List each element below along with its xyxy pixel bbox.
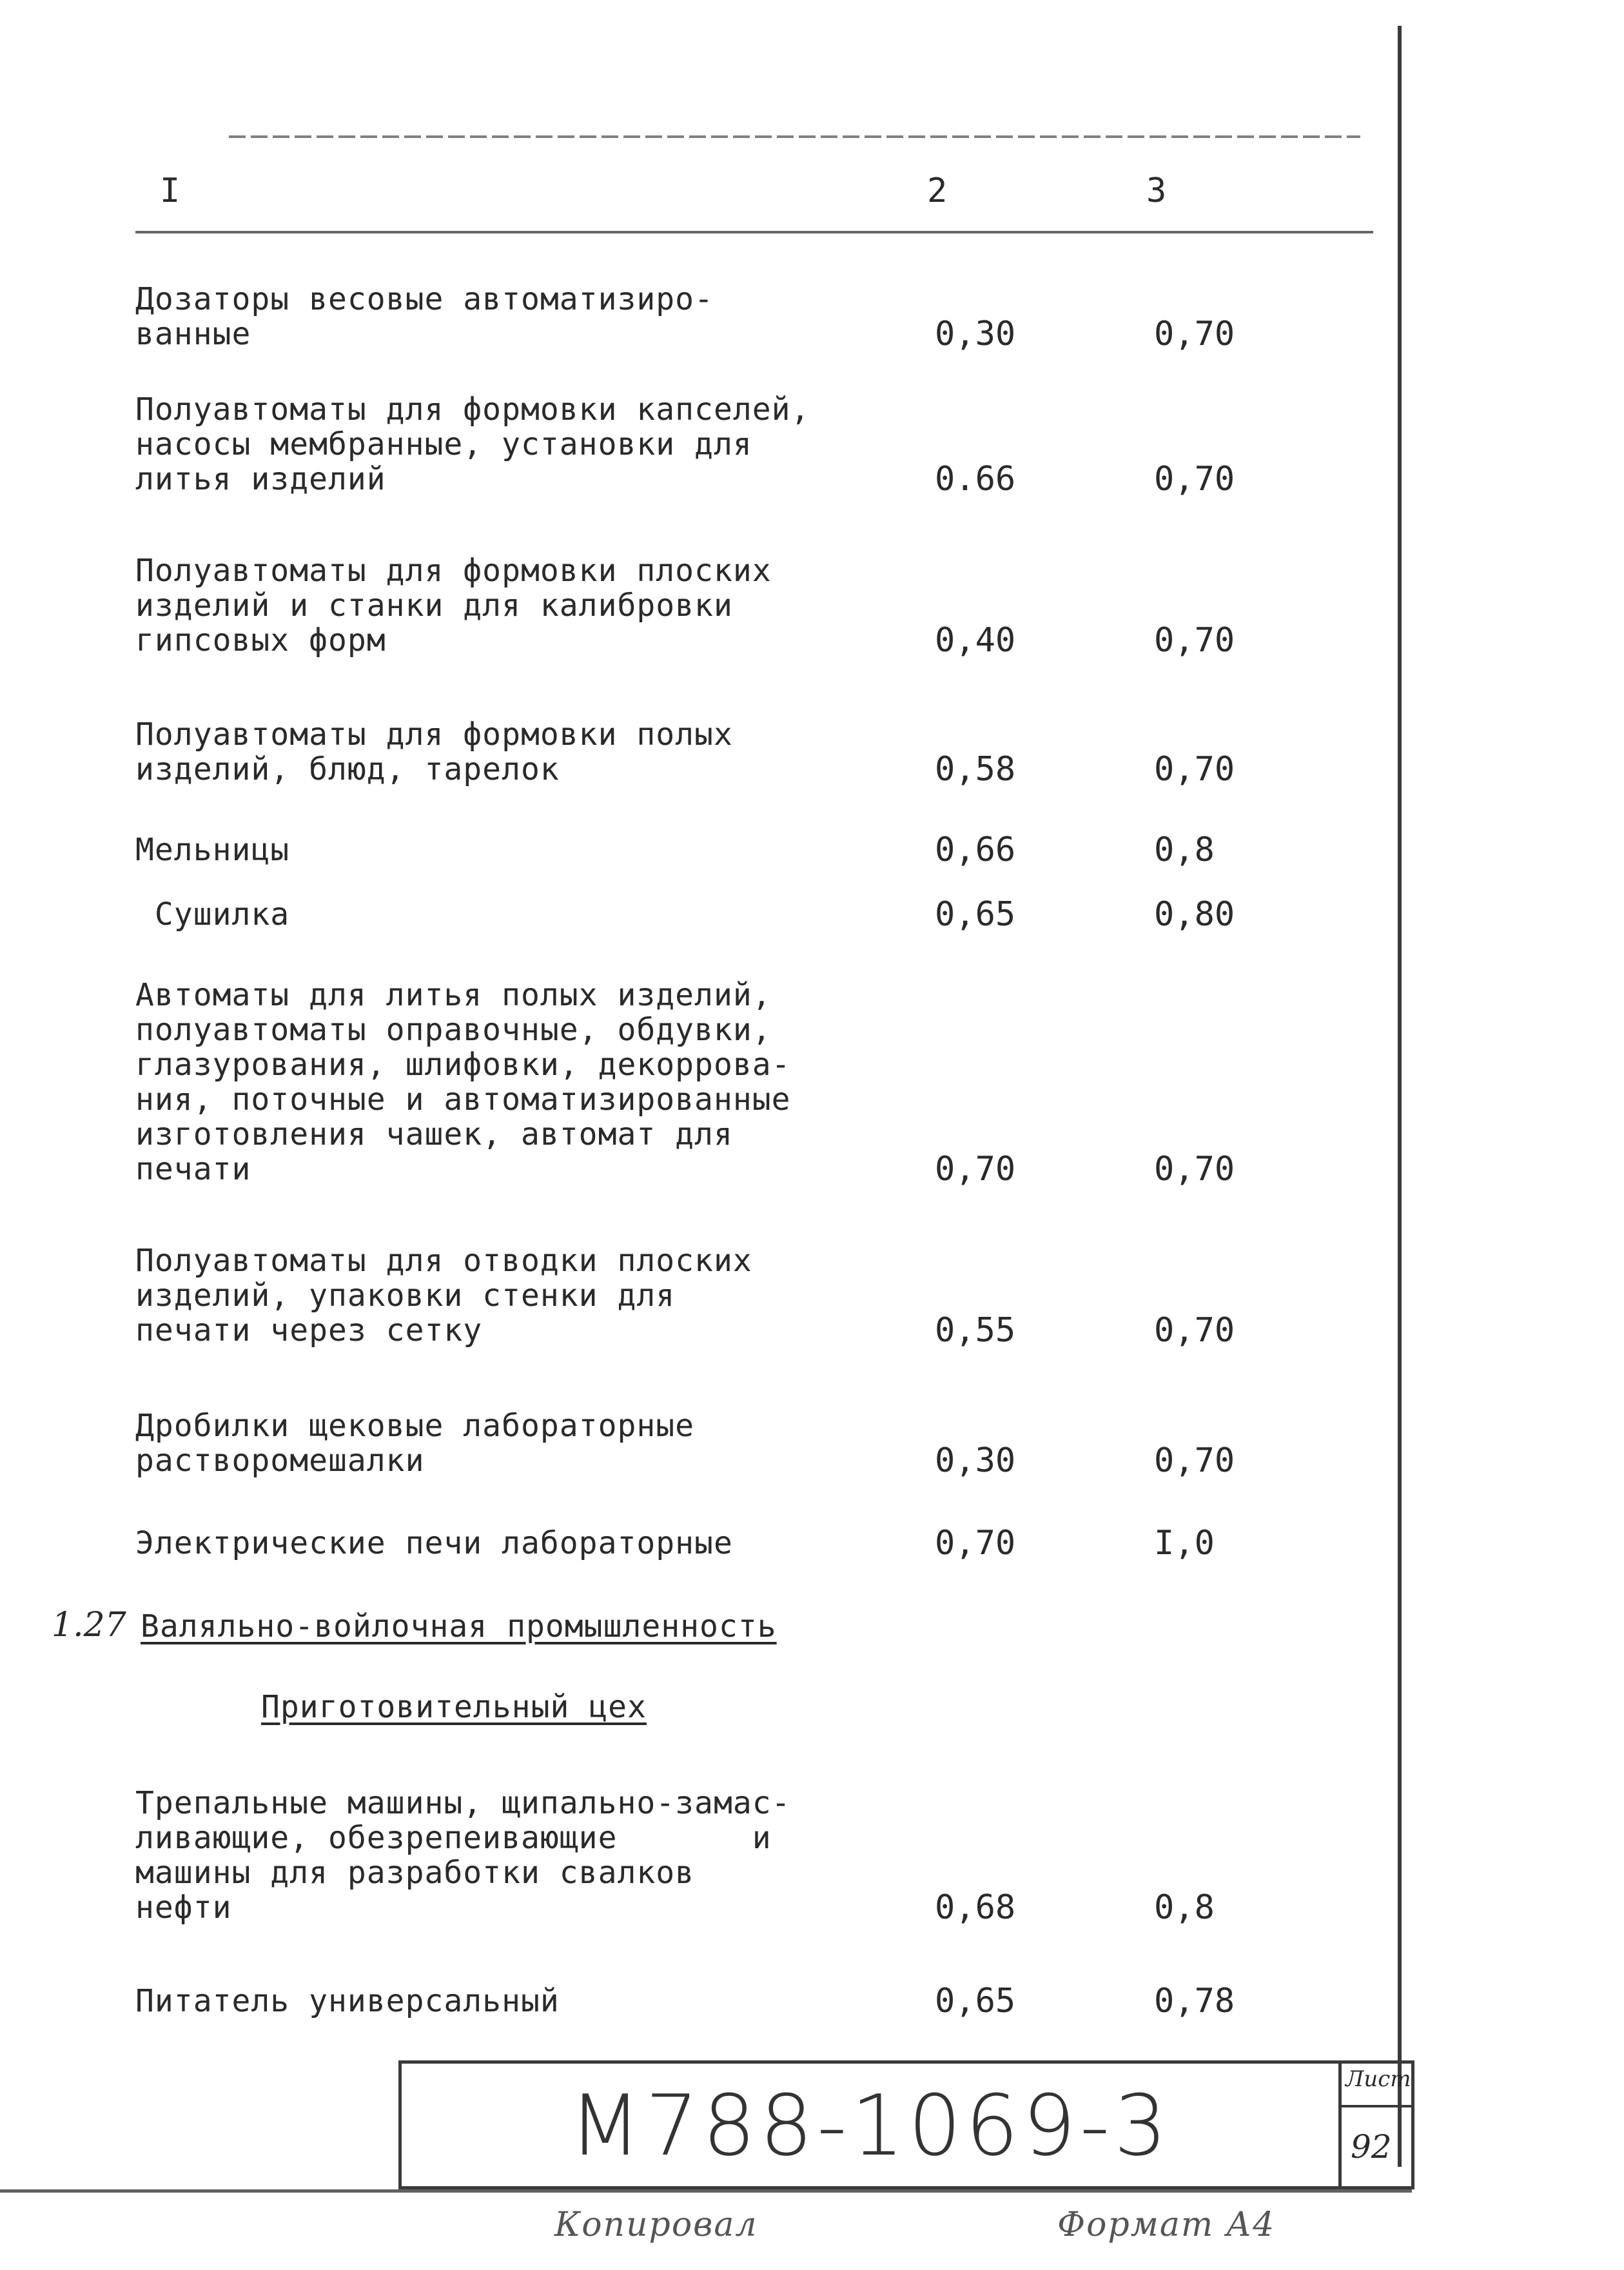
title-block-stamp — [398, 2060, 1338, 2189]
row-name: Дробилки щековые лабораторные растворомешалки — [135, 1408, 695, 1479]
row-name: Полуавтоматы для формовки плоских изделий и станки для калибровки гипсовых форм — [135, 553, 772, 658]
row-name: Полуавтоматы для формовки полых изделий, блюд, тарелок — [135, 716, 733, 787]
row-value-col2: 0,40 — [935, 621, 1016, 660]
row-value-col2: 0,30 — [935, 1441, 1016, 1480]
row-value-col2: 0,70 — [935, 1150, 1016, 1189]
sheet-number-box — [1338, 2060, 1414, 2189]
column-header-3: 3 — [1146, 172, 1167, 210]
section-title: Валяльно-войлочная промышленность — [141, 1608, 777, 1644]
right-frame-line — [1398, 26, 1402, 2167]
row-value-col2: 0,30 — [935, 315, 1016, 353]
document-code: М788-1069-3 — [569, 2077, 1171, 2175]
row-value-col2: 0,55 — [935, 1311, 1016, 1350]
row-value-col3: 0,70 — [1154, 1311, 1235, 1350]
row-value-col3: 0,8 — [1154, 1888, 1215, 1927]
row-name: Полуавтоматы для отводки плоских изделий, упаковки стенки для печати через сетку — [135, 1243, 752, 1348]
row-value-col3: 0,70 — [1154, 1441, 1235, 1480]
row-name: Мельницы — [135, 832, 290, 868]
row-value-col2: 0,65 — [935, 1982, 1016, 2020]
row-value-col2: 0.66 — [935, 460, 1016, 498]
header-bottom-rule — [135, 231, 1373, 233]
bottom-frame-line — [0, 2189, 1412, 2193]
column-header-2: 2 — [927, 172, 948, 210]
row-value-col3: 0,78 — [1154, 1982, 1235, 2020]
row-value-col3: 0,8 — [1154, 831, 1215, 869]
row-value-col3: 0,70 — [1154, 460, 1235, 498]
footer-copied-by: Копировал — [554, 2206, 758, 2244]
header-top-rule — [229, 135, 1360, 138]
row-name: Электрические печи лабораторные — [135, 1525, 733, 1561]
row-value-col2: 0,65 — [935, 895, 1016, 934]
section-number: 1.27 — [52, 1606, 126, 1644]
column-header-1: I — [160, 172, 181, 210]
section-subtitle: Приготовительный цех — [261, 1689, 647, 1725]
row-name: Питатель универсальный — [135, 1983, 560, 2019]
sheet-number: 92 — [1351, 2128, 1392, 2166]
row-value-col3: I,0 — [1154, 1524, 1215, 1563]
row-value-col3: 0,70 — [1154, 1150, 1235, 1189]
row-name: Сушилка — [135, 896, 290, 933]
row-value-col3: 0,80 — [1154, 895, 1235, 934]
row-name: Дозаторы весовые автоматизиро- ванные — [135, 281, 714, 352]
row-value-col3: 0,70 — [1154, 315, 1235, 353]
row-name: Трепальные машины, щипально-замас- ливающие, обезрепеивающие и машины для разработки свалков нефти — [135, 1785, 791, 1926]
row-value-col2: 0,68 — [935, 1888, 1016, 1927]
row-name: Полуавтоматы для формовки капселей, насосы мембранные, установки для литья изделий — [135, 391, 810, 497]
row-value-col2: 0,58 — [935, 750, 1016, 789]
footer-format: Формат А4 — [1057, 2206, 1276, 2244]
row-value-col2: 0,70 — [935, 1524, 1016, 1563]
sheet-label: Лист — [1345, 2066, 1411, 2092]
row-value-col2: 0,66 — [935, 831, 1016, 869]
row-value-col3: 0,70 — [1154, 621, 1235, 660]
row-value-col3: 0,70 — [1154, 750, 1235, 789]
sheet-divider — [1342, 2105, 1411, 2107]
row-name: Автоматы для литья полых изделий, полуавтоматы оправочные, обдувки, глазурования, шлифовки, декоррова- ния, поточные и автоматизированные изготовления чашек, автомат для печати — [135, 977, 791, 1187]
